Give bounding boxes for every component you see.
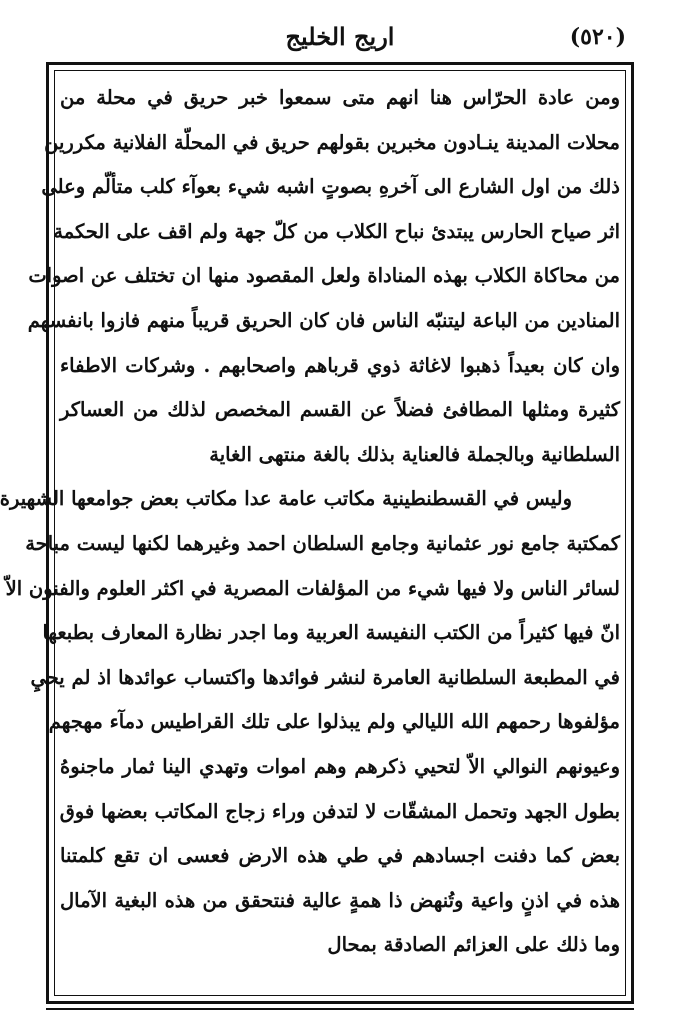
text-line: لسائر الناس ولا فيها شيء من المؤلفات المصرية في اكثر العلوم والفنون الاّ — [5, 576, 620, 600]
text-line: وان كان بعيداً ذهبوا لاغاثة ذوي قرباهم واصحابهم . وشركات الاطفاء — [60, 353, 620, 377]
text-line: السلطانية وبالجملة فالعناية بذلك بالغة منتهى الغاية — [209, 442, 620, 466]
text-line: المنادين من الباعة ليتنبّه الناس فان كان الحريق قريباً منهم فازوا بانفسهم — [27, 308, 620, 332]
paragraph-2 — [0, 477, 620, 968]
text-line: بطول الجهد وتحمل المشقّات لا لتدفن وراء زجاج المكاتب بعضها فوق — [59, 799, 620, 823]
text-line: محلات المدينة ينـادون مخبرين بقولهم حريق في المحلّة الفلانية مكررين — [44, 130, 620, 154]
page-header — [50, 18, 630, 62]
text-line: وما ذلك على العزائم الصادقة بمحال — [327, 933, 620, 957]
text-line: من محاكاة الكلاب بهذه المناداة ولعل المقصود منها ان تختلف عن اصوات — [28, 264, 620, 288]
text-line: كمكتبة جامع نور عثمانية وجامع السلطان احمد وغيرهما لكنها ليست مباحة — [25, 531, 620, 555]
text-line: ومن عادة الحرّاس هنا انهم متى سمعوا خبر حريق في محلة من — [60, 86, 620, 109]
text-body — [0, 76, 620, 996]
running-title: اريج الخليج — [285, 22, 395, 51]
text-line: هذه في اذنٍ واعية وتُنهض ذا همةٍ عالية فنتحقق من هذه البغية الآمال — [60, 888, 620, 912]
text-line: وليس في القسطنطينية مكاتب عامة عدا مكاتب بعض جوامعها الشهيرة — [0, 487, 572, 511]
text-line: انّ فيها كثيراً من الكتب النفيسة العربية وما اجدر نظارة المعارف بطبعها — [42, 621, 620, 645]
text-line: مؤلفوها رحمهم الله الليالي ولم يبذلوا على تلك القراطيس دمآء مهجهم — [48, 710, 620, 734]
page-number: (٥٢٠) — [569, 24, 626, 50]
page-bottom-rule — [46, 1008, 634, 1010]
text-line: ذلك من اول الشارع الى آخرهِ بصوتٍ اشبه شيء بعوآء كلب متألّم وعلى — [41, 175, 620, 199]
text-line: اثر صياح الحارس يبتدئ نباح الكلاب من كلّ جهة ولم اقف على الحكمة — [53, 219, 620, 243]
text-line: كثيرة ومثلها المطافئ فضلاً عن القسم المخصص لذلك من العساكر — [60, 398, 620, 422]
text-line: بعض كما دفنت اجسادهم في طي هذه الارض فعسى ان تقع كلمتنا — [60, 844, 620, 868]
text-line: في المطبعة السلطانية العامرة لنشر فوائدها واكتساب عوائدها اذ لم يحيِ — [30, 665, 620, 689]
text-line: وعيونهم النوالي الاّ لتحيي ذكرهم وهم اموات وتهدي الينا ثمار ماجنوهُ — [60, 754, 620, 778]
paragraph-1 — [27, 76, 620, 477]
